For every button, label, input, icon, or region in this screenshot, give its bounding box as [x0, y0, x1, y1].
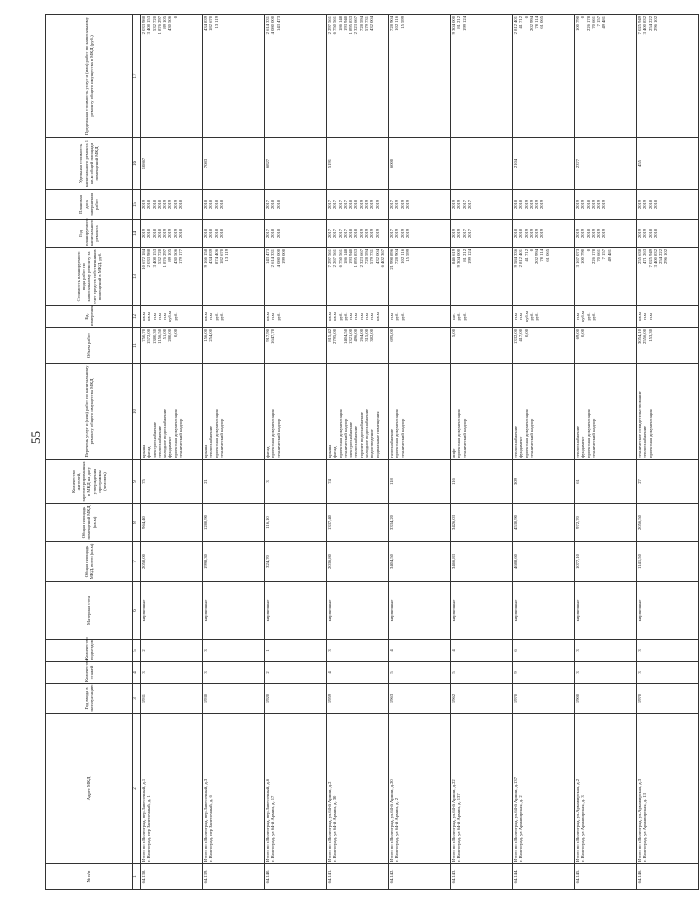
column-number: 9 [133, 460, 141, 504]
cell-year: 1959 [327, 684, 389, 714]
cell-works: техническое освидетельствование теплоснабжение проектная документация [637, 364, 699, 460]
cell-ent: 4 [451, 640, 513, 662]
column-header: Адрес МКД [46, 714, 133, 864]
cell-addr: Итого по г.Волгоград, ул.64-й Армии, д.2 г. Волгоград, ул 64-й Армии, д. 30 [327, 714, 389, 864]
cell-year: 1970 [513, 684, 575, 714]
cell-dt: 2019 2019 2018 2018 [637, 190, 699, 220]
cell-uc: 2104 [513, 138, 575, 190]
column-header: Материал стен [46, 582, 133, 640]
cell-lim: 2 033 988 3 408 153 532 720 1 876 297 89 105 430 506 0 [141, 15, 203, 138]
cell-fl: 3 [141, 662, 203, 684]
cell-area: 324,70 [265, 542, 327, 582]
cell-yr: 2018 2018 2018 2018 [203, 220, 265, 248]
cell-works: крыша фасад электроснабжение теплоснабжение холодное водоснабжение фундамент проектная документация технический надзор [141, 364, 203, 460]
column-header: Объем работ [46, 328, 133, 364]
column-number: 4 [133, 662, 141, 684]
column-number: 17 [133, 15, 141, 138]
cell-unit: п.м п.м куб.м руб. руб. [513, 306, 575, 328]
column-header: Перечень услуг и (или) работ по капитальному ремонту общего имущества МКД [46, 364, 133, 460]
cell-vol: 1332,00 417,00 0,00 [513, 328, 575, 364]
column-header: Количество жителей, зарегистрированных в МКД на дату утверждения программы (человек) [46, 460, 133, 504]
cell-fl: 2 [265, 662, 327, 684]
column-header: Ед. измерения [46, 306, 133, 328]
cell-vol: 5,00 [451, 328, 513, 364]
column-header: Год ввода в эксплуатацию [46, 684, 133, 714]
cell-cost: 255 638 471 263 7 025 949 3 400 832 254 222 296 102 [637, 248, 699, 306]
cell-area: 2036,80 [327, 542, 389, 582]
cell-unit: п.м руб. руб. [389, 306, 451, 328]
cell-larea: 116,10 [265, 504, 327, 542]
column-header: № п/п [46, 864, 133, 890]
cell-res: 74 [327, 460, 389, 504]
cell-ent: 3 [575, 640, 637, 662]
column-number: 10 [133, 364, 141, 460]
cell-fl: 5 [451, 662, 513, 684]
column-header: Количество этажей [46, 662, 133, 684]
cell-unit: кв.м кв.м п.м п.м п.м куб.м руб. [141, 306, 203, 328]
column-header: Стоимость планируемого вида работ по капитальному ремонту за счет средств собственников помещений в МКД, руб. [46, 248, 133, 306]
cell-year: 1962 [451, 684, 513, 714]
cell-addr: Итого по г.Волгоград, пер.Запесочный, д.6 г. Волгоград, ул 64-й Армии, д. 17 [265, 714, 327, 864]
cell-unit: кв.м кв.м руб. руб. п.м п.м п.м п.м п.м кв.м [327, 306, 389, 328]
cell-lim: 100 790 0 226 178 70 661 7 157 49 481 [575, 15, 637, 138]
column-number-row [133, 15, 141, 890]
cell-larea: 1337,40 [327, 504, 389, 542]
cell-addr: Итого по г.Волгоград, ул.Армавирская, д.2 г. Волгоград, ул Армавирская, д. 3 [575, 714, 637, 864]
cell-mat: кирпичные [451, 582, 513, 640]
cell-addr: Итого по г.Волгоград, ул.64-й Армии, д.20 г. Волгоград, ул 64-й Армии, д. 2 [389, 714, 451, 864]
cell-cost: 9 166 158 434 839 874 406 182 670 13 119 [203, 248, 265, 306]
table-row [203, 15, 265, 890]
cell-fl: 3 [637, 662, 699, 684]
cell-vol: 815,42 2795,00 1404,50 1321,00 496,00 264,00 315,00 382,00 [327, 328, 389, 364]
capital-repair-table [45, 14, 699, 890]
cell-id: 64.141. [327, 864, 389, 890]
cell-mat: кирпичные [327, 582, 389, 640]
cell-vol: 3054,10 2556,00 153,30 [637, 328, 699, 364]
cell-works: крыша теплоснабжение проектная документация технический надзор [203, 364, 265, 460]
cell-works: теплоснабжение фундамент проектная документация технический надзор [575, 364, 637, 460]
cell-unit: кв.м п.м п.м [637, 306, 699, 328]
cell-fl: 5 [389, 662, 451, 684]
cell-vol: 156,00 254,00 [203, 328, 265, 364]
cell-uc: 455 [637, 138, 699, 190]
cell-fl: 3 [575, 662, 637, 684]
cell-mat: кирпичные [575, 582, 637, 640]
cell-larea: 4530,90 [513, 504, 575, 542]
column-header: Общая площадь помещений МКД (кв.м) [46, 504, 133, 542]
column-number: 11 [133, 328, 141, 364]
cell-dt: 2019 2019 2018 2019 2019 2019 [575, 190, 637, 220]
table-body [141, 15, 699, 890]
cell-area: 4688,60 [513, 542, 575, 582]
cell-uc: 2377 [575, 138, 637, 190]
column-header: Плановая дата завершения работ [46, 190, 133, 220]
cell-larea: 2056,50 [637, 504, 699, 542]
cell-works: фасад проектная документация технический надзор [265, 364, 327, 460]
cell-mat: кирпичные [513, 582, 575, 640]
cell-addr: Итого по г.Волгоград, ул.64-й Армии, д.22 г. Волгоград, ул 64-й Армии, д. 137 [451, 714, 513, 864]
cell-id: 64.143. [451, 864, 513, 890]
cell-area: 2058,00 [141, 542, 203, 582]
cell-year: 1970 [637, 684, 699, 714]
cell-mat: кирпичные [265, 582, 327, 640]
cell-lim: 728 904 102 116 15 599 [389, 15, 451, 138]
cell-uc: 5191 [327, 138, 389, 190]
cell-res: 3 [265, 460, 327, 504]
cell-lim: 2 614 331 4 080 000 143 473 [265, 15, 327, 138]
table-row [575, 15, 637, 890]
cell-lim: 2 812 401 41 712 0 202 994 70 114 61 065 [513, 15, 575, 138]
cell-uc: 6000 [389, 138, 451, 190]
header-row [46, 15, 133, 890]
cell-unit: шт. руб. руб. [451, 306, 513, 328]
cell-dt: 2017 2017 2017 2017 2018 2018 2019 2019 2019 2019 [327, 190, 389, 220]
cell-fl: 9 [513, 662, 575, 684]
cell-larea: 964,40 [141, 504, 203, 542]
cell-yr: 2019 2019 2017 2017 [451, 220, 513, 248]
cell-cost: 10 672 184 2 033 988 3 408 153 532 720 1 876 297 89 105 430 506 179 177 [141, 248, 203, 306]
cell-lim: 9 304 000 81 212 199 124 [451, 15, 513, 138]
table-row [451, 15, 513, 890]
column-number: 8 [133, 504, 141, 542]
cell-id: 64.145. [575, 864, 637, 890]
cell-uc: 6827 [265, 138, 327, 190]
cell-mat: кирпичные [203, 582, 265, 640]
cell-unit: кв.м п.м руб. [265, 306, 327, 328]
cell-larea: 3334,20 [389, 504, 451, 542]
cell-dt: 2017 2018 2018 [265, 190, 327, 220]
cell-year: 1963 [389, 684, 451, 714]
cell-dt: 2017 2019 2019 2019 [389, 190, 451, 220]
cell-yr: 2019 2019 2018 2018 [637, 220, 699, 248]
cell-res: 118 [389, 460, 451, 504]
cell-area: 3404,50 [389, 542, 451, 582]
cell-vol: 750,70 1572,00 1380,30 1156,50 51,00 280,00 0,00 [141, 328, 203, 364]
column-number: 15 [133, 190, 141, 220]
cell-uc [451, 138, 513, 190]
column-header: Количество подъездов [46, 640, 133, 662]
table-row [513, 15, 575, 890]
cell-id: 64.144. [513, 864, 575, 890]
cell-year: 1931 [141, 684, 203, 714]
cell-addr: Итого по г.Волгоград, ул.64-й Армии, д.137 г. Волгоград, ул Армавирская, д. 2 [513, 714, 575, 864]
cell-larea: 1280,90 [203, 504, 265, 542]
cell-year: 1900 [575, 684, 637, 714]
cell-id: 64.139. [203, 864, 265, 890]
column-number: 5 [133, 640, 141, 662]
column-number: 6 [133, 582, 141, 640]
cell-yr: 2019 2018 2018 2018 2019 2019 2019 2018 [141, 220, 203, 248]
column-number: 1 [133, 864, 141, 890]
cell-res: 61 [575, 460, 637, 504]
column-header: Общая площадь МКД, всего (кв.м) [46, 542, 133, 582]
column-number: 7 [133, 542, 141, 582]
cell-vol: 69,00 0,00 [575, 328, 637, 364]
column-number: 13 [133, 248, 141, 306]
cell-larea: 972,70 [575, 504, 637, 542]
cell-yr: 2019 2019 2018 2019 2019 2019 [575, 220, 637, 248]
cell-res: 27 [637, 460, 699, 504]
cell-year: 1930 [203, 684, 265, 714]
cell-area: 1077,10 [575, 542, 637, 582]
cell-uc: 7083 [203, 138, 265, 190]
cell-area: 1998,30 [203, 542, 265, 582]
cell-cost: 9 584 336 2 812 401 41 712 0 202 994 70 114 61 065 [513, 248, 575, 306]
cell-unit: п.м куб.м руб. руб. [575, 306, 637, 328]
table-row [389, 15, 451, 890]
table-row [265, 15, 327, 890]
cell-mat: кирпичные [389, 582, 451, 640]
cell-yr: 2017 2019 2019 2019 [389, 220, 451, 248]
cell-yr: 2018 2018 2019 2019 2019 2019 [513, 220, 575, 248]
cell-res: 116 [451, 460, 513, 504]
cell-dt: 2019 2018 2018 2018 2019 2019 2019 2018 [141, 190, 203, 220]
cell-id: 64.140. [265, 864, 327, 890]
cell-id: 64.146. [637, 864, 699, 890]
table-row [141, 15, 203, 890]
cell-addr: Итого по г.Волгоград, пер.Запесочный, д.1 г. Волгоград, пер Запесочный, д. 1 [141, 714, 203, 864]
cell-uc: 10867 [141, 138, 203, 190]
cell-lim: 7 025 949 3 400 832 254 222 296 102 [637, 15, 699, 138]
cell-cost: 7 297 561 2 267 561 6 750 561 186 148 193 940 1 895 833 2 323 667 728 594 579 731 432 004 6 402 367 [327, 248, 389, 306]
cell-larea: 3426,03 [451, 504, 513, 542]
cell-fl: 4 [327, 662, 389, 684]
cell-dt: 2018 2018 2019 2019 2019 2019 [513, 190, 575, 220]
cell-ent: 3 [637, 640, 699, 662]
cell-ent: 1 [265, 640, 327, 662]
cell-area: 1141,50 [637, 542, 699, 582]
cell-dt: 2019 2019 2017 2017 [451, 190, 513, 220]
cell-vol: 695,00 [389, 328, 451, 364]
table-row [327, 15, 389, 890]
cell-dt: 2018 2018 2018 2018 [203, 190, 265, 220]
cell-ent: 2 [141, 640, 203, 662]
cell-addr: Итого по г.Волгоград, ул.Армавирская, д.3 г. Волгоград, ул Армавирская, д. 13 [637, 714, 699, 864]
cell-works: крыша фасад проектная документация технический надзор электроснабжение теплоснабжение горячее водоснабжение холодное водоснабжение водоотведение подвальные помещения [327, 364, 389, 460]
column-header: Удельная стоимость капитального ремонта 1 кв.м общей площади помещений МКД [46, 138, 133, 190]
cell-cost: 846 619 9 304 000 81 212 199 124 [451, 248, 513, 306]
cell-addr: Итого по г.Волгоград, пер.Запесочный, д.3 г. Волгоград, пер Запесочный, д. 6 [203, 714, 265, 864]
cell-vol: 917,90 1647,70 [265, 328, 327, 364]
column-header: Предельная стоимость услуг и (или) работ по капитальному ремонту общего имущества в МКД (руб.) [46, 15, 133, 138]
column-header: Год планируемого капитального ремонта [46, 220, 133, 248]
cell-ent: 6 [513, 640, 575, 662]
cell-ent: 4 [389, 640, 451, 662]
cell-lim: 2 297 561 6 750 561 186 148 193 940 1 895 833 2 323 667 728 594 579 731 432 004 [327, 15, 389, 138]
cell-works: теплоснабжение фундамент проектная документация технический надзор [513, 364, 575, 460]
cell-unit: кв.м п.м руб. руб. [203, 306, 265, 328]
cell-cost: 3 167 073 100 790 0 226 178 70 661 7 157 49 481 [575, 248, 637, 306]
cell-id: 64.138. [141, 864, 203, 890]
column-number: 2 [133, 714, 141, 864]
cell-id: 64.142. [389, 864, 451, 890]
cell-res: 75 [141, 460, 203, 504]
cell-works: лифт проектная документация технический надзор [451, 364, 513, 460]
cell-fl: 3 [203, 662, 265, 684]
cell-mat: кирпичные [637, 582, 699, 640]
cell-yr: 2017 2018 2018 [265, 220, 327, 248]
cell-cost: 143 473 2 614 331 4 080 000 199 000 [265, 248, 327, 306]
cell-cost: 21 998 896 728 904 102 116 15 599 [389, 248, 451, 306]
cell-year: 1920 [265, 684, 327, 714]
page-number: 55 [28, 431, 43, 444]
cell-mat: кирпичные [141, 582, 203, 640]
column-number: 16 [133, 138, 141, 190]
cell-ent: 3 [327, 640, 389, 662]
cell-area: 3466,83 [451, 542, 513, 582]
cell-works: газоснабжение проектная документация технический надзор [389, 364, 451, 460]
cell-lim: 434 839 182 670 13 119 [203, 15, 265, 138]
column-number: 12 [133, 306, 141, 328]
cell-yr: 2017 2017 2017 2017 2018 2018 2019 2019 2019 2019 [327, 220, 389, 248]
column-number: 3 [133, 684, 141, 714]
cell-res: 309 [513, 460, 575, 504]
cell-ent: 3 [203, 640, 265, 662]
cell-res: 21 [203, 460, 265, 504]
table-row [637, 15, 699, 890]
capital-repair-table-sheet [45, 15, 669, 890]
column-number: 14 [133, 220, 141, 248]
